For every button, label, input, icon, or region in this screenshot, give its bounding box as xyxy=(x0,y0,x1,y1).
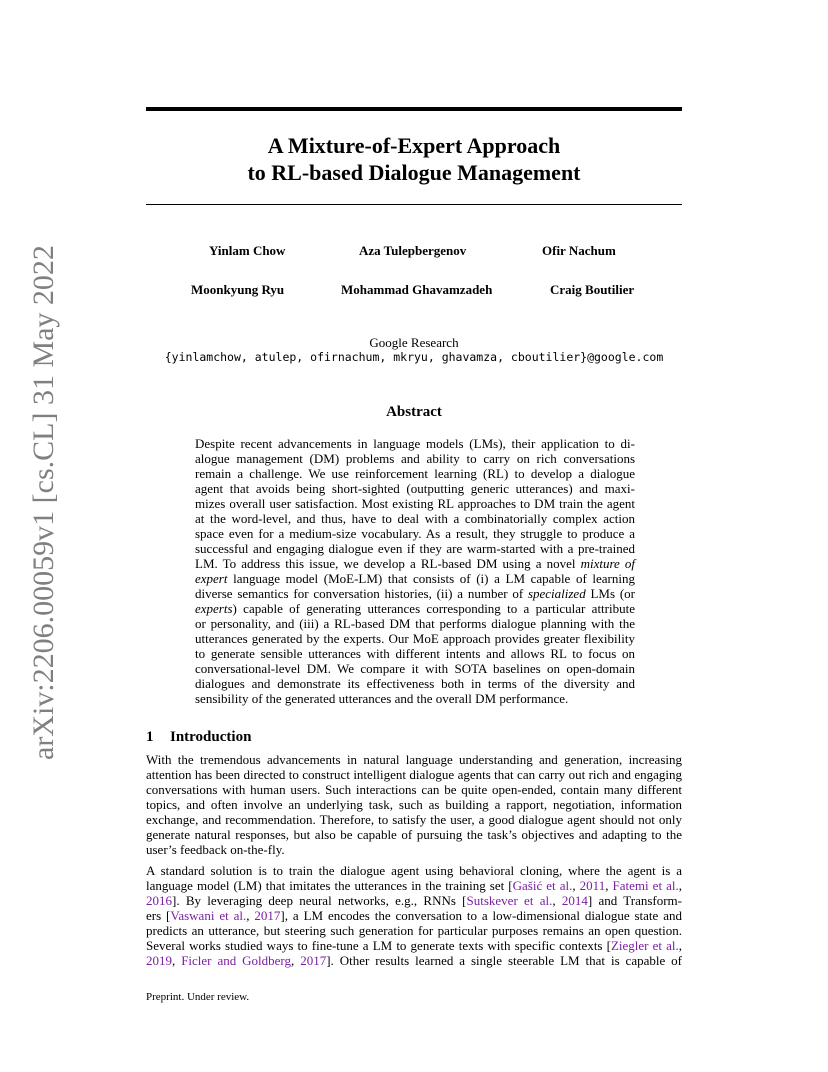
citation-link[interactable]: 2017 xyxy=(300,953,327,968)
title-top-rule xyxy=(146,107,682,111)
abstract-italic-term: expert xyxy=(195,571,228,586)
paragraph-line xyxy=(146,953,682,968)
paragraph-text: Several works studied ways to fine-tune a LM to generate texts with specific contexts [ xyxy=(146,938,611,953)
author-name: Craig Boutilier xyxy=(550,282,635,297)
paragraph-line: exchange, and recommendation. Therefore, to satisfy the user, a good dialogue agent should not only xyxy=(146,812,682,827)
paragraph-line xyxy=(146,938,682,953)
abstract-line xyxy=(195,601,635,616)
abstract-line: Despite recent advancements in language models (LMs), their application to di- xyxy=(195,436,635,451)
citation-link[interactable]: 2011 xyxy=(579,878,606,893)
abstract-line: conversational-level DM. We compare it with SOTA baselines on open-domain xyxy=(195,661,635,676)
author-emails: {yinlamchow, atulep, ofirnachum, mkryu, ghavamza, cboutilier}@google.com xyxy=(164,350,664,364)
arxiv-identifier: arXiv:2206.00059v1 [cs.CL] 31 May 2022 xyxy=(27,245,60,760)
abstract-line: mizes overall user satisfaction. Most existing RL approaches to DM train the agent xyxy=(195,496,635,511)
abstract-line: dialogues and demonstrate its effectiveness both in terms of the diversity and xyxy=(195,676,635,691)
abstract-line: or personality, and (iii) a RL-based DM that performs dialogue planning with the xyxy=(195,616,635,631)
citation-link[interactable]: Ziegler et al. xyxy=(610,938,679,953)
citation-link[interactable]: Ficler and Goldberg xyxy=(181,953,292,968)
paragraph-line: attention has been directed to construct intelligent dialogue agents that can carry out rich and engaging xyxy=(146,767,682,782)
paragraph-line: topics, and often involve an underlying task, such as building a rapport, negotiation, information xyxy=(146,797,682,812)
abstract-italic-term: mixture of xyxy=(580,556,635,571)
paragraph-line: user’s feedback on-the-fly. xyxy=(146,842,285,857)
section-heading xyxy=(146,727,251,747)
paragraph-text: , xyxy=(552,893,562,908)
section-number: 1 xyxy=(146,729,154,745)
paragraph-text: ]. Other results learned a single steerable LM that is capable of xyxy=(326,953,683,968)
section-title: Introduction xyxy=(170,729,252,745)
abstract-line: space even for a medium-size vocabulary. As a result, they struggle to produce a xyxy=(195,526,635,541)
paragraph-line: With the tremendous advancements in natural language understanding and generation, increasing xyxy=(146,752,682,767)
paragraph-text: language model (LM) that imitates the utterances in the training set [ xyxy=(146,878,513,893)
citation-link[interactable]: 2019 xyxy=(146,953,172,968)
abstract-line: successful and engaging dialogue even if they are warm-started with a pre-trained xyxy=(195,541,635,556)
intro-paragraph-2 xyxy=(146,863,682,968)
abstract-text: diverse semantics for conversation histories, (ii) a number of xyxy=(195,586,528,601)
author-name: Aza Tulepbergenov xyxy=(359,243,467,258)
author-name: Mohammad Ghavamzadeh xyxy=(341,282,493,297)
paragraph-text: , xyxy=(678,938,682,953)
abstract-text: LMs (or xyxy=(585,586,635,601)
paragraph-text: , xyxy=(572,878,580,893)
abstract-line: to generate sensible utterances with different intents and allows RL to focus on xyxy=(195,646,635,661)
footer-note: Preprint. Under review. xyxy=(146,991,250,1003)
abstract-line: alogue management (DM) problems and ability to carry on rich conversations xyxy=(195,451,635,466)
paragraph-text: , xyxy=(172,953,182,968)
paragraph-text: ]. By leveraging deep neural networks, e.g., RNNs [ xyxy=(172,893,467,908)
paragraph-text: , xyxy=(291,953,301,968)
paragraph-text: , xyxy=(246,908,255,923)
abstract-text: LM. To address this issue, we develop a RL-based DM using a novel xyxy=(195,556,581,571)
title-bottom-rule xyxy=(146,204,682,205)
affiliation: Google Research xyxy=(369,335,459,350)
abstract-line: remain a challenge. We use reinforcement learning (RL) to develop a dialogue xyxy=(195,466,635,481)
paragraph-text: ] and Transform- xyxy=(587,893,682,908)
abstract-line xyxy=(195,556,635,571)
paragraph-line xyxy=(146,908,682,923)
citation-link[interactable]: Sutskever et al. xyxy=(466,893,553,908)
citation-link[interactable]: 2016 xyxy=(146,893,172,908)
paragraph-line: generate natural responses, but also be capable of pursuing the task’s objectives and adapting to the xyxy=(146,827,682,842)
paragraph-text: ], a LM encodes the conversation to a low-dimensional dialogue state and xyxy=(280,908,682,923)
citation-link[interactable]: Vaswani et al. xyxy=(170,908,247,923)
abstract-text: ) capable of generating utterances corresponding to a particular attribute xyxy=(232,601,635,616)
author-name: Moonkyung Ryu xyxy=(191,282,285,297)
citation-link[interactable]: 2017 xyxy=(254,908,281,923)
citation-link[interactable]: Fatemi et al. xyxy=(612,878,679,893)
abstract-body xyxy=(195,436,635,706)
abstract-italic-term: specialized xyxy=(527,586,586,601)
author-name: Ofir Nachum xyxy=(542,243,616,258)
citation-link[interactable]: Gašić et al. xyxy=(512,878,573,893)
abstract-line: agent that avoids being short-sighted (outputting generic utterances) and maxi- xyxy=(195,481,635,496)
abstract-text: language model (MoE-LM) that consists of (i) a LM capable of learning xyxy=(227,571,635,586)
abstract-italic-term: experts xyxy=(195,601,233,616)
paper-title-line-1: A Mixture-of-Expert Approach xyxy=(267,133,561,158)
intro-paragraph-1 xyxy=(146,752,682,857)
paragraph-line: A standard solution is to train the dialogue agent using behavioral cloning, where the agent is a xyxy=(146,863,682,878)
abstract-line: sensibility of the generated utterances and the overall DM performance. xyxy=(195,691,569,706)
abstract-line xyxy=(195,571,635,586)
citation-link[interactable]: 2014 xyxy=(561,893,588,908)
paragraph-text: ers [ xyxy=(146,908,171,923)
paragraph-line xyxy=(146,893,682,908)
paragraph-text: , xyxy=(605,878,613,893)
paragraph-text: , xyxy=(678,878,682,893)
paper-title-line-2: to RL-based Dialogue Management xyxy=(247,160,581,185)
paragraph-line: predicts an utterance, but steering such generation for particular purposes remains an open question. xyxy=(146,923,682,938)
abstract-line: utterances generated by the experts. Our MoE approach provides greater flexibility xyxy=(195,631,635,646)
paragraph-line: conversations with human users. Such interactions can be quite open-ended, contain many different xyxy=(146,782,682,797)
abstract-line xyxy=(195,586,635,601)
author-name: Yinlam Chow xyxy=(209,243,286,258)
abstract-line: at the word-level, and thus, have to deal with a combinatorially complex action xyxy=(195,511,635,526)
abstract-heading: Abstract xyxy=(386,404,442,420)
paragraph-line xyxy=(146,878,682,893)
